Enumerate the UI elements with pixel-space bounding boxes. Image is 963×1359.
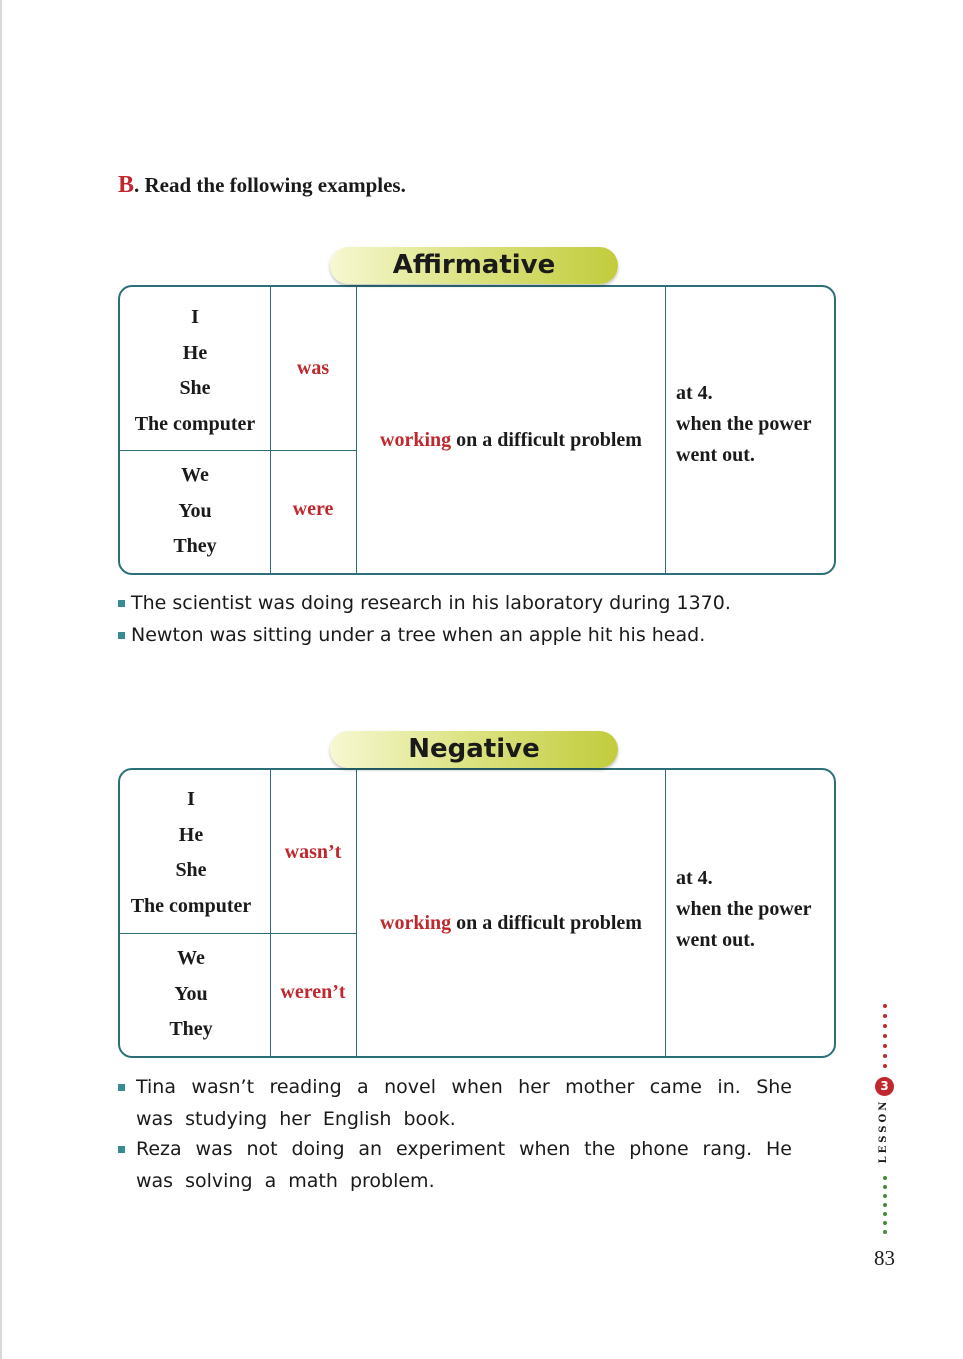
- subject-group-singular: [116, 782, 266, 924]
- example-text: The scientist was doing research in his laboratory during 1370.: [131, 592, 731, 614]
- dot: [883, 1194, 887, 1198]
- dot: [883, 1203, 887, 1207]
- subject: You: [174, 982, 208, 1005]
- main-verb-phrase: [356, 912, 666, 935]
- time-line: when the power: [676, 898, 812, 920]
- example-text: Reza was not doing an experiment when the phone rang. He was solving a math problem.: [136, 1138, 792, 1192]
- time-line: went out.: [676, 929, 755, 951]
- subject-group-plural: [120, 458, 270, 565]
- subject: He: [182, 341, 208, 364]
- dot: [883, 1176, 887, 1180]
- subject: We: [181, 464, 209, 486]
- section-instruction: . Read the following examples.: [134, 173, 406, 197]
- subject: The computer: [130, 894, 252, 917]
- time-line: when the power: [676, 413, 812, 435]
- bullet-icon: [118, 600, 125, 607]
- subject: She: [175, 859, 207, 881]
- dot: [883, 1230, 887, 1234]
- lesson-label: LESSON: [878, 1098, 889, 1164]
- dot: [883, 1064, 887, 1068]
- verb-plural: were: [292, 498, 334, 520]
- subject: The computer: [134, 412, 256, 435]
- bullet-icon: [118, 632, 125, 639]
- main-verb: working: [380, 912, 452, 934]
- time-expression: [676, 863, 836, 956]
- subject-group-singular: [120, 300, 270, 442]
- dot: [883, 1212, 887, 1216]
- page-number: 83: [874, 1246, 895, 1270]
- table-divider: [270, 770, 271, 1056]
- dot: [883, 1185, 887, 1189]
- verb-singular: wasn’t: [284, 841, 342, 863]
- negative-table: [118, 768, 836, 1058]
- main-verb-phrase: [356, 429, 666, 452]
- dot: [883, 1221, 887, 1225]
- negative-title: Negative: [330, 731, 618, 768]
- time-line: at 4.: [676, 382, 713, 404]
- dot: [883, 1054, 887, 1058]
- dot: [883, 1004, 887, 1008]
- verb-plural: weren’t: [280, 981, 346, 1003]
- lesson-side-tab: [870, 1000, 900, 1240]
- dot: [883, 1044, 887, 1048]
- time-line: went out.: [676, 444, 755, 466]
- table-row-divider: [120, 450, 356, 451]
- subject: You: [178, 499, 212, 522]
- page-edge-rule: [0, 0, 2, 1359]
- subject: We: [177, 947, 205, 969]
- affirmative-table: [118, 285, 836, 575]
- subject: They: [173, 535, 217, 557]
- table-divider: [270, 287, 271, 573]
- example-item: [118, 1071, 792, 1135]
- main-verb: working: [380, 429, 452, 451]
- example-item: [118, 619, 798, 651]
- subject-group-plural: [116, 941, 266, 1048]
- affirmative-examples: [118, 587, 798, 651]
- negative-examples: [118, 1071, 798, 1197]
- subject: I: [187, 788, 195, 810]
- time-line: at 4.: [676, 867, 713, 889]
- section-letter: B: [118, 172, 135, 198]
- subject: She: [179, 377, 211, 399]
- example-text: Newton was sitting under a tree when an apple hit his head.: [131, 624, 706, 646]
- main-object: on a difficult problem: [451, 429, 642, 451]
- main-object: on a difficult problem: [451, 912, 642, 934]
- example-text: Tina wasn’t reading a novel when her mother came in. She was studying her English book.: [136, 1076, 792, 1130]
- dot: [883, 1034, 887, 1038]
- example-item: [118, 587, 798, 619]
- bullet-icon: [118, 1146, 125, 1153]
- affirmative-title: Affirmative: [330, 247, 618, 284]
- subject: I: [191, 306, 199, 328]
- table-row-divider: [120, 933, 356, 934]
- section-header: [118, 172, 406, 199]
- subject: They: [169, 1018, 213, 1040]
- dot: [883, 1024, 887, 1028]
- dot: [883, 1014, 887, 1018]
- lesson-number-badge: 3: [875, 1077, 894, 1096]
- bullet-icon: [118, 1084, 125, 1091]
- verb-singular: was: [296, 357, 330, 379]
- subject: He: [178, 823, 204, 846]
- example-item: [118, 1133, 792, 1197]
- time-expression: [676, 378, 836, 471]
